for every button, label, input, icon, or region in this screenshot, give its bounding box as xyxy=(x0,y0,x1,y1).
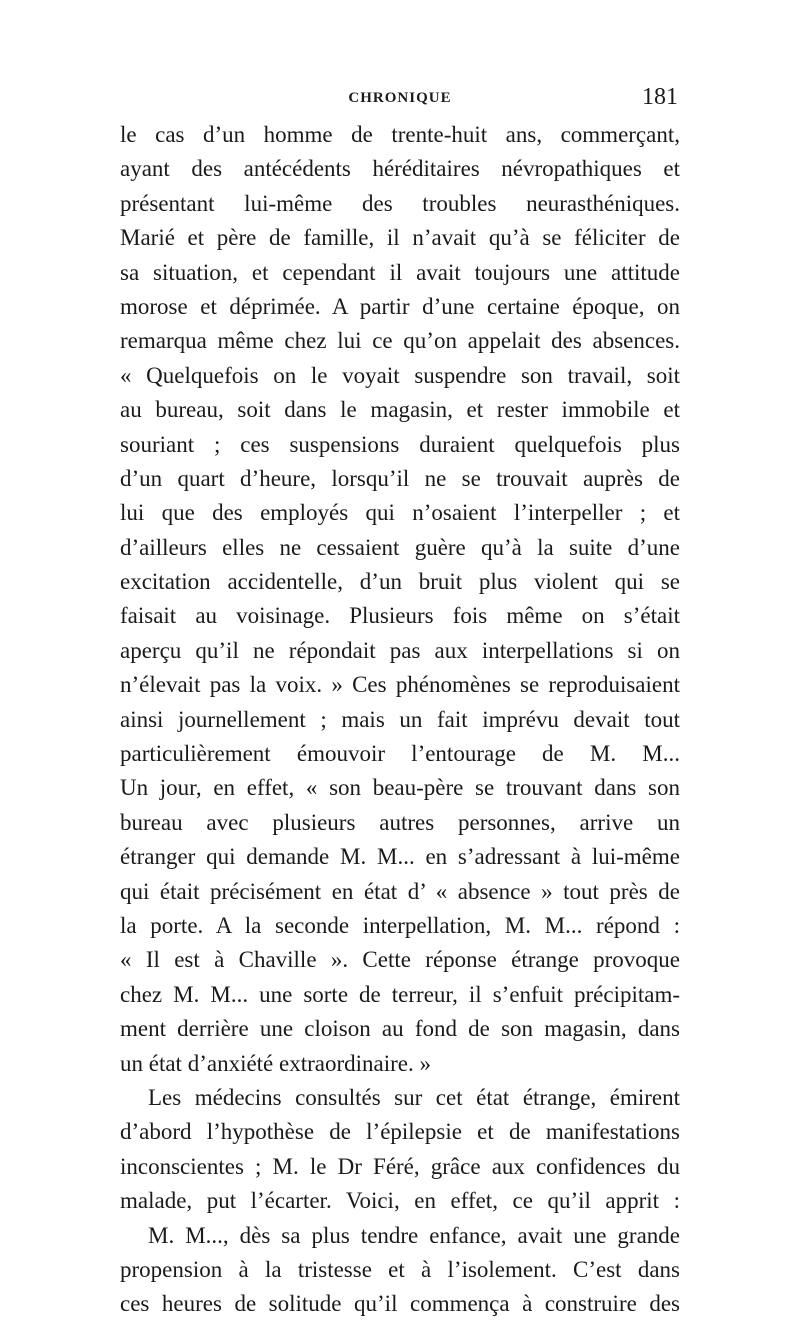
text-line: ment derrière une cloison au fond de son magasin, dans xyxy=(120,1016,680,1042)
text-line: un état d’anxiété extraordinaire. » xyxy=(120,1050,431,1076)
text-line: « Quelquefois on le voyait suspendre son travail, soit xyxy=(120,362,680,388)
text-line: remarqua même chez lui ce qu’on appelait des absences. xyxy=(120,328,680,354)
text-line: n’élevait pas la voix. » Ces phénomènes se reproduisaient xyxy=(120,672,680,698)
text-line: ainsi journellement ; mais un fait imprévu devait tout xyxy=(120,706,680,732)
text-line: excitation accidentelle, d’un bruit plus violent qui se xyxy=(120,569,680,595)
page-number: 181 xyxy=(642,84,678,110)
text-line: morose et déprimée. A partir d’une certaine époque, on xyxy=(120,293,680,319)
text-line: ayant des antécédents héréditaires névropathiques et xyxy=(120,156,680,182)
text-line: souriant ; ces suspensions duraient quelquefois plus xyxy=(120,431,680,457)
text-line: sa situation, et cependant il avait toujours une attitude xyxy=(120,259,680,285)
running-title: CHRONIQUE xyxy=(348,90,452,106)
text-line: Les médecins consultés sur cet état étrange, émirent xyxy=(148,1084,680,1110)
text-line: d’abord l’hypothèse de l’épilepsie et de manifestations xyxy=(120,1119,680,1145)
text-line: particulièrement émouvoir l’entourage de M. M... xyxy=(120,741,680,767)
text-line: la porte. A la seconde interpellation, M. M... répond : xyxy=(120,912,680,938)
text-line: ces heures de solitude qu’il commença à construire des xyxy=(120,1291,680,1317)
text-line: le cas d’un homme de trente-huit ans, commerçant, xyxy=(120,122,680,147)
text-line: Un jour, en effet, « son beau-père se trouvant dans son xyxy=(120,775,680,801)
text-line: « Il est à Chaville ». Cette réponse étrange provoque xyxy=(120,947,680,973)
text-line: Marié et père de famille, il n’avait qu’à se féliciter de xyxy=(120,225,680,251)
text-line: présentant lui-même des troubles neurasthéniques. xyxy=(120,190,680,216)
body-text xyxy=(120,118,680,1322)
text-line: d’ailleurs elles ne cessaient guère qu’à la suite d’une xyxy=(120,534,680,560)
text-line: étranger qui demande M. M... en s’adressant à lui-même xyxy=(120,844,680,870)
text-line: d’un quart d’heure, lorsqu’il ne se trouvait auprès de xyxy=(120,465,680,491)
text-line: chez M. M... une sorte de terreur, il s’enfuit précipitam- xyxy=(120,981,680,1007)
text-line: malade, put l’écarter. Voici, en effet, ce qu’il apprit : xyxy=(120,1188,680,1214)
text-line: qui était précisément en état d’ « absence » tout près de xyxy=(120,878,680,904)
text-line: au bureau, soit dans le magasin, et rester immobile et xyxy=(120,397,680,423)
text-line: M. M..., dès sa plus tendre enfance, avait une grande xyxy=(148,1222,680,1248)
text-line: inconscientes ; M. le Dr Féré, grâce aux confidences du xyxy=(120,1153,680,1179)
text-line: faisait au voisinage. Plusieurs fois même on s’était xyxy=(120,603,680,629)
text-line: propension à la tristesse et à l’isolement. C’est dans xyxy=(120,1256,680,1282)
text-line: bureau avec plusieurs autres personnes, arrive un xyxy=(120,809,680,835)
text-line: lui que des employés qui n’osaient l’interpeller ; et xyxy=(120,500,680,526)
running-head xyxy=(120,84,680,120)
text-line: aperçu qu’il ne répondait pas aux interpellations si on xyxy=(120,637,680,663)
